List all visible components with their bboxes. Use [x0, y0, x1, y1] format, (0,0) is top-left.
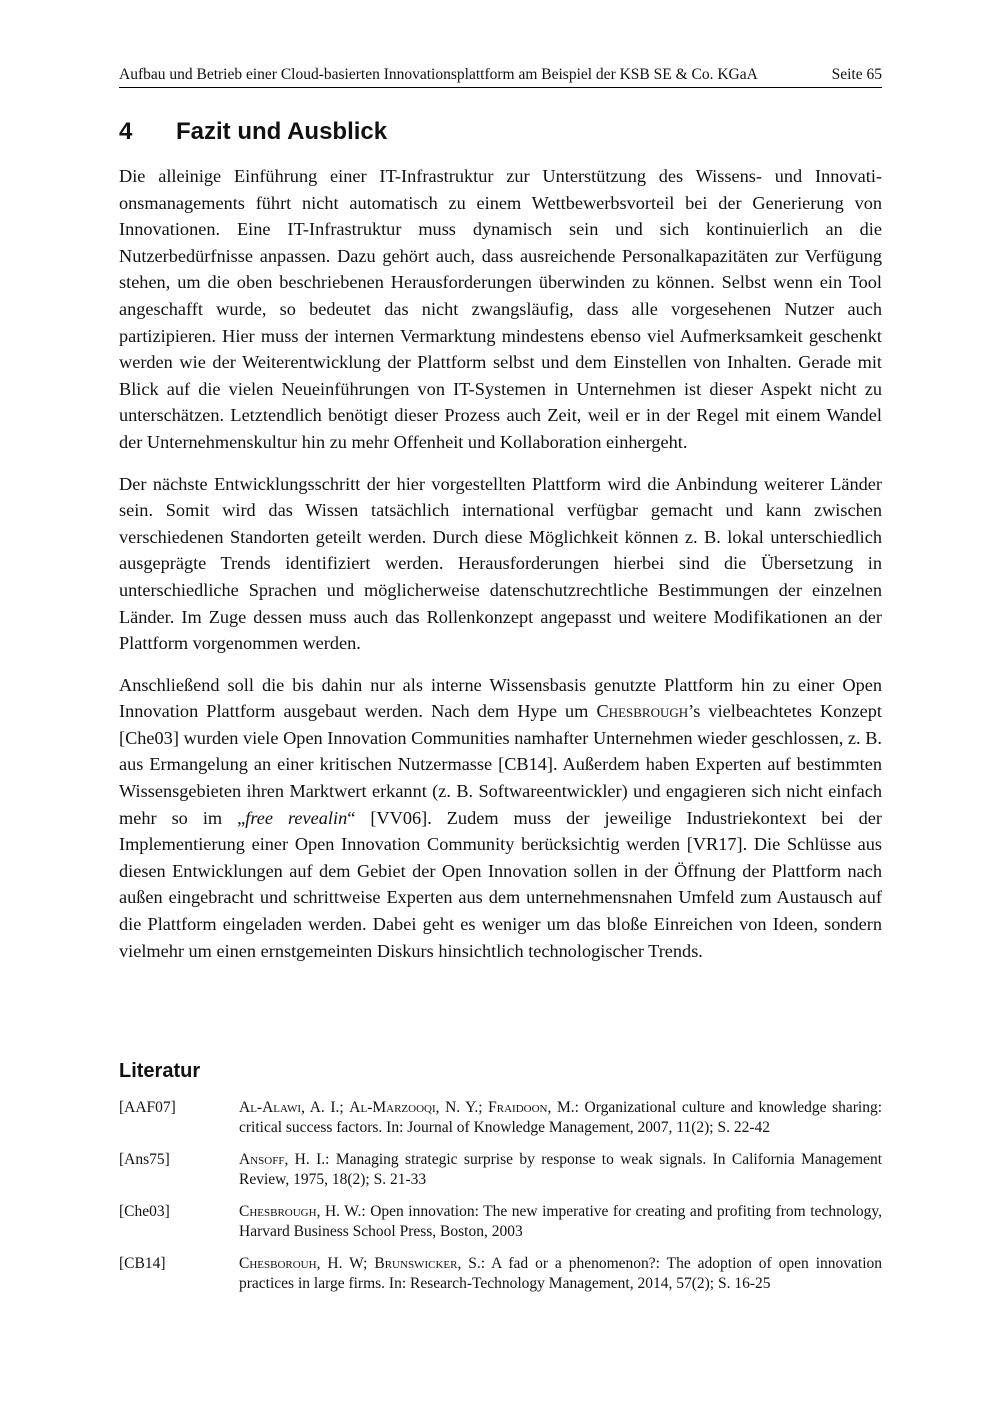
reference-text	[239, 1150, 882, 1190]
reference-text	[239, 1254, 882, 1294]
reference-author: Al-Marzooqi	[349, 1099, 436, 1116]
reference-key: [AAF07]	[119, 1099, 176, 1116]
body-text	[119, 163, 882, 979]
chapter-title: Fazit und Ausblick	[176, 118, 388, 145]
paragraph-2: Der nächste Entwicklungsschritt der hier vorgestellten Plattform wird die Anbindung weiterer Länder sein. Somit wird das Wissen tatsächlich international verfügbar gemacht und kann zwischen verschiedenen Standorten geteilt werden. Durch diese Möglichkeit können z. B. lokal unterschiedlich ausgeprägte Trends identifiziert werden. Herausforderungen hierbei sind die Übersetzung in unterschiedliche Sprachen und möglicherweise datenschutzrechtliche Bestimmungen der einzelnen Länder. Im Zuge dessen muss auch das Rollenkonzept angepasst und weitere Modifikationen an der Plattform vorgenommen werden.	[119, 473, 882, 654]
reference-author-initials: , M.:	[547, 1099, 585, 1116]
literature-heading: Literatur	[119, 1060, 201, 1082]
header-title: Aufbau und Betrieb einer Cloud-basierten Innovationsplattform am Beispiel der KSB SE & Co. KGaA	[119, 66, 758, 83]
paragraph-1: Die alleinige Einführung einer IT-Infrastruktur zur Unterstützung des Wissens- und Innovationsmanagements führt nicht automatisch zu einem Wettbewerbsvorteil bei der Generierung von Innovationen. Eine IT-Infrastruktur muss dynamisch sein und sich kontinuierlich an die Nutzerbedürfnisse anpassen. Dazu gehört auch, dass ausreichende Personalkapazitäten zur Verfügung stehen, um die oben beschriebenen Herausforderungen überwinden zu können. Selbst wenn ein Tool angeschafft wurde, so bedeutet das nicht zwangsläufig, dass alle vorgesehenen Nutzer auch partizipieren. Hier muss der internen Vermarktung mindestens ebenso viel Aufmerksamkeit geschenkt werden wie der Weiterentwicklung der Plattform selbst und dem Einstellen von Inhalten. Gerade mit Blick auf die vielen Neueinführungen von IT-Systemen in Unternehmen ist dieser Aspekt nicht zu unterschätzen. Letztendlich benötigt dieser Prozess auch Zeit, weil er in der Regel mit einem Wandel der Unternehmenskultur hin zu mehr Offenheit und Kollaboration einhergeht.	[119, 166, 882, 452]
reference-author-initials: , H. I.:	[284, 1151, 336, 1168]
reference-key: [Che03]	[119, 1203, 170, 1220]
reference-title: A fad or a phenomenon?: The adoption of open innovation practices in large firms. In: Research-Technology Management, 2014, 57(2); S. 16-25	[239, 1255, 882, 1292]
reference-author: Brunswicker	[374, 1255, 458, 1272]
reference-key: [Ans75]	[119, 1151, 170, 1168]
chapter-number: 4	[119, 118, 133, 145]
reference-author: Al-Alawi	[239, 1099, 302, 1116]
reference-text	[239, 1202, 882, 1242]
reference-author: Chesbrough	[239, 1203, 317, 1220]
reference-title: Managing strategic surprise by response to weak signals. In California Management Review, 1975, 18(2); S. 21-33	[239, 1151, 882, 1188]
page-number: Seite 65	[831, 66, 882, 83]
paragraph-3-text-a: Anschließend soll die bis dahin nur als interne Wissensbasis genutzte Plattform hin zu einer Open Innovation Plattform ausgebaut werden. Nach dem Hype um	[119, 674, 882, 722]
reference-title: Organizational culture and knowledge sharing: critical success factors. In: Journal of Knowledge Management, 2007, 11(2); S. 22-42	[239, 1099, 883, 1136]
author-name-chesbrough: Chesbrough	[596, 701, 689, 722]
reference-entry	[119, 1098, 882, 1138]
reference-author-initials: , H. W.:	[316, 1203, 371, 1220]
reference-author: Ansoff	[239, 1151, 285, 1168]
reference-author-initials: , A. I.;	[301, 1099, 350, 1116]
italic-term: free revealin	[245, 807, 348, 828]
reference-author-initials: , H. W;	[316, 1255, 375, 1272]
paragraph-3	[119, 672, 882, 965]
reference-text	[239, 1098, 882, 1138]
reference-author-initials: , N. Y.;	[435, 1099, 489, 1116]
paragraph-3-text-b: ’s vielbeachtetes Konzept [Che03] wurden viele Open Innovation Communities namhafter Unternehmen wieder geschlossen, z. B. aus Ermangelung an einer kritischen Nutzermasse [CB14]. Außerdem haben Experten auf bestimmten Wissensgebieten ihren Marktwert erkannt (z. B. Softwareentwickler) und engagieren sich nicht einfach mehr so im „	[119, 701, 882, 828]
reference-entry	[119, 1150, 882, 1190]
running-header	[119, 66, 882, 88]
reference-entry	[119, 1254, 882, 1294]
reference-author-initials: , S.:	[457, 1255, 492, 1272]
reference-list	[119, 1098, 882, 1306]
reference-title: Open innovation: The new imperative for creating and profiting from technology, Harvard Business School Press, Boston, 2003	[239, 1203, 882, 1240]
paragraph-3-text-c: “ [VV06]. Zudem muss der jeweilige Industriekontext bei der Implementierung einer Open Innovation Community berücksichtig werden [VR17]. Die Schlüsse aus diesen Entwicklungen auf dem Gebiet der Open Innovation sollen in der Öffnung der Plattform nach außen eingebracht und schrittweise Experten aus dem unternehmensnahen Umfeld zum Austausch auf die Plattform eingeladen werden. Dabei geht es weniger um das bloße Einreichen von Ideen, sondern vielmehr um einen ernstgemeinten Diskurs hinsichtlich technologischer Trends.	[119, 807, 882, 961]
reference-author: Fraidoon	[488, 1099, 548, 1116]
reference-author: Chesborouh	[239, 1255, 317, 1272]
chapter-heading	[119, 118, 387, 146]
reference-entry	[119, 1202, 882, 1242]
reference-key: [CB14]	[119, 1255, 166, 1272]
